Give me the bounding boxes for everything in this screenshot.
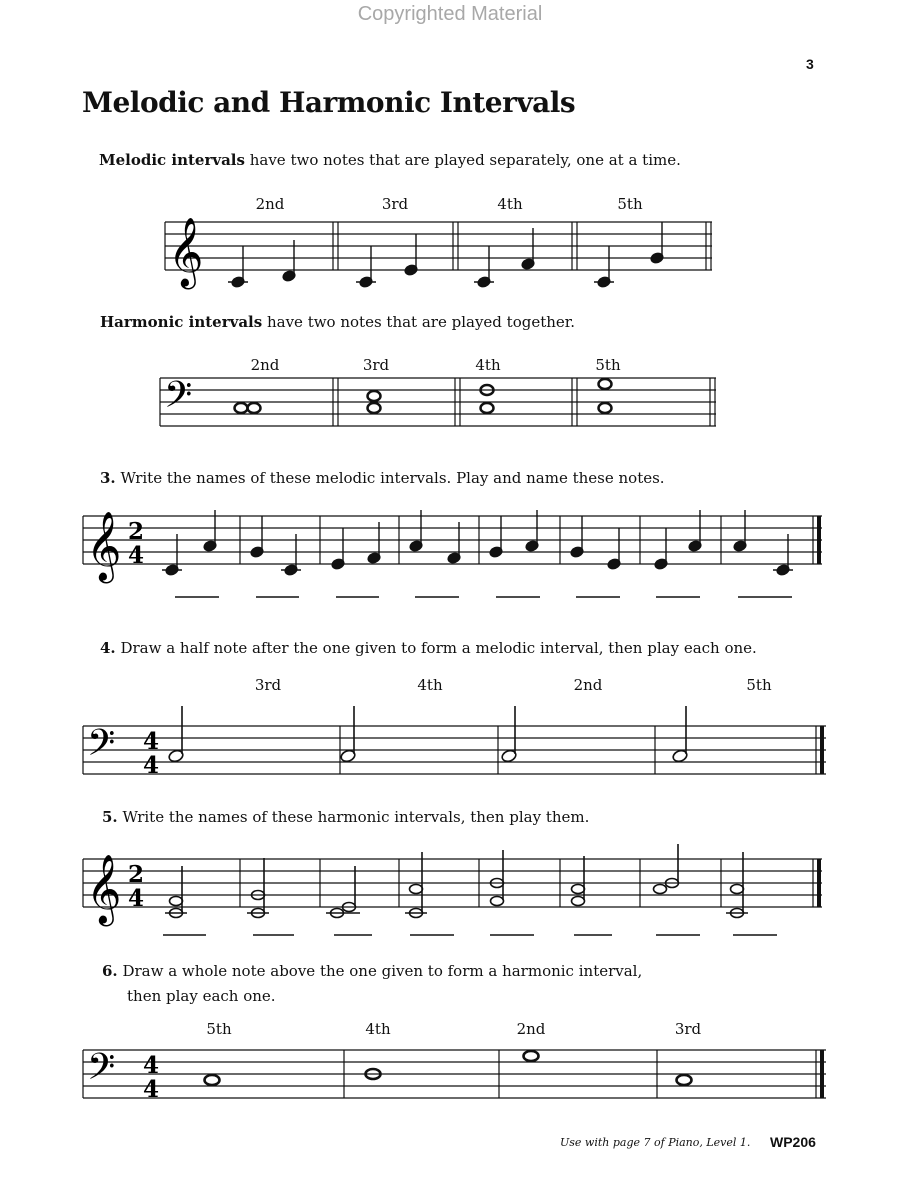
question-4 — [100, 639, 757, 657]
question-3 — [100, 469, 665, 487]
time-signature-bottom: 4 — [128, 542, 145, 569]
question-4-number: 4. — [100, 639, 116, 657]
melodic-definition: have two notes that are played separately, one at a time. — [249, 151, 681, 169]
q6-staff — [83, 1050, 826, 1098]
q4-notes — [168, 706, 689, 763]
time-signature-bottom: 4 — [128, 885, 145, 912]
question-3-number: 3. — [100, 469, 116, 487]
harmonic-label-3: 4th — [475, 356, 501, 374]
question-6 — [102, 962, 642, 980]
q6-label-2: 4th — [365, 1020, 391, 1038]
q5-staff — [83, 859, 822, 907]
time-signature-bottom: 4 — [143, 752, 160, 779]
time-signature-top: 2 — [128, 518, 145, 545]
copyright-watermark: Copyrighted Material — [357, 3, 543, 25]
harmonic-term: Harmonic intervals — [100, 313, 263, 331]
q4-staff — [83, 726, 826, 774]
treble-clef-icon: 𝄞 — [86, 854, 122, 924]
footer-note: Use with page 7 of Piano, Level 1. — [560, 1136, 751, 1149]
question-5-number: 5. — [102, 808, 118, 826]
q6-label-1: 5th — [206, 1020, 232, 1038]
question-5-text: Write the names of these harmonic intervals, then play them. — [122, 808, 590, 826]
q6-label-4: 3rd — [674, 1020, 702, 1038]
melodic-example-staff — [165, 222, 712, 270]
melodic-label-1: 2nd — [255, 195, 285, 213]
harmonic-intro — [100, 313, 575, 331]
question-6-text-line-2: then play each one. — [127, 987, 276, 1005]
bass-clef-icon: 𝄢 — [164, 374, 193, 425]
page-number: 3 — [806, 56, 814, 72]
time-signature-bottom: 4 — [143, 1076, 160, 1103]
question-6-text-line-1: Draw a whole note above the one given to form a harmonic interval, — [122, 962, 643, 980]
question-6-number: 6. — [102, 962, 118, 980]
harmonic-label-1: 2nd — [250, 356, 280, 374]
harmonic-label-4: 5th — [595, 356, 621, 374]
melodic-label-3: 4th — [497, 195, 523, 213]
time-signature-top: 2 — [128, 861, 145, 888]
question-4-text: Draw a half note after the one given to form a melodic interval, then play each one. — [120, 639, 757, 657]
book-code: WP206 — [770, 1134, 816, 1150]
harmonic-definition: have two notes that are played together. — [266, 313, 576, 331]
treble-clef-icon: 𝄞 — [86, 511, 122, 581]
q6-label-3: 2nd — [516, 1020, 546, 1038]
q4-label-4: 5th — [746, 676, 772, 694]
harmonic-label-2: 3rd — [362, 356, 390, 374]
bass-clef-icon: 𝄢 — [87, 722, 116, 773]
q4-label-3: 2nd — [573, 676, 603, 694]
melodic-term: Melodic intervals — [99, 151, 245, 169]
question-3-text: Write the names of these melodic intervals. Play and name these notes. — [120, 469, 665, 487]
melodic-label-2: 3rd — [381, 195, 409, 213]
time-signature-top: 4 — [143, 1052, 160, 1079]
q6-notes — [205, 1051, 692, 1085]
harmonic-notes — [235, 379, 612, 413]
bass-clef-icon: 𝄢 — [87, 1046, 116, 1097]
melodic-label-4: 5th — [617, 195, 643, 213]
melodic-notes — [228, 222, 664, 288]
treble-clef-icon: 𝄞 — [168, 217, 204, 287]
q3-notes — [162, 510, 793, 576]
question-5 — [102, 808, 589, 826]
q4-label-2: 4th — [417, 676, 443, 694]
page-title: Melodic and Harmonic Intervals — [82, 86, 576, 119]
q4-label-1: 3rd — [254, 676, 282, 694]
harmonic-example-staff — [160, 378, 716, 426]
time-signature-top: 4 — [143, 728, 160, 755]
